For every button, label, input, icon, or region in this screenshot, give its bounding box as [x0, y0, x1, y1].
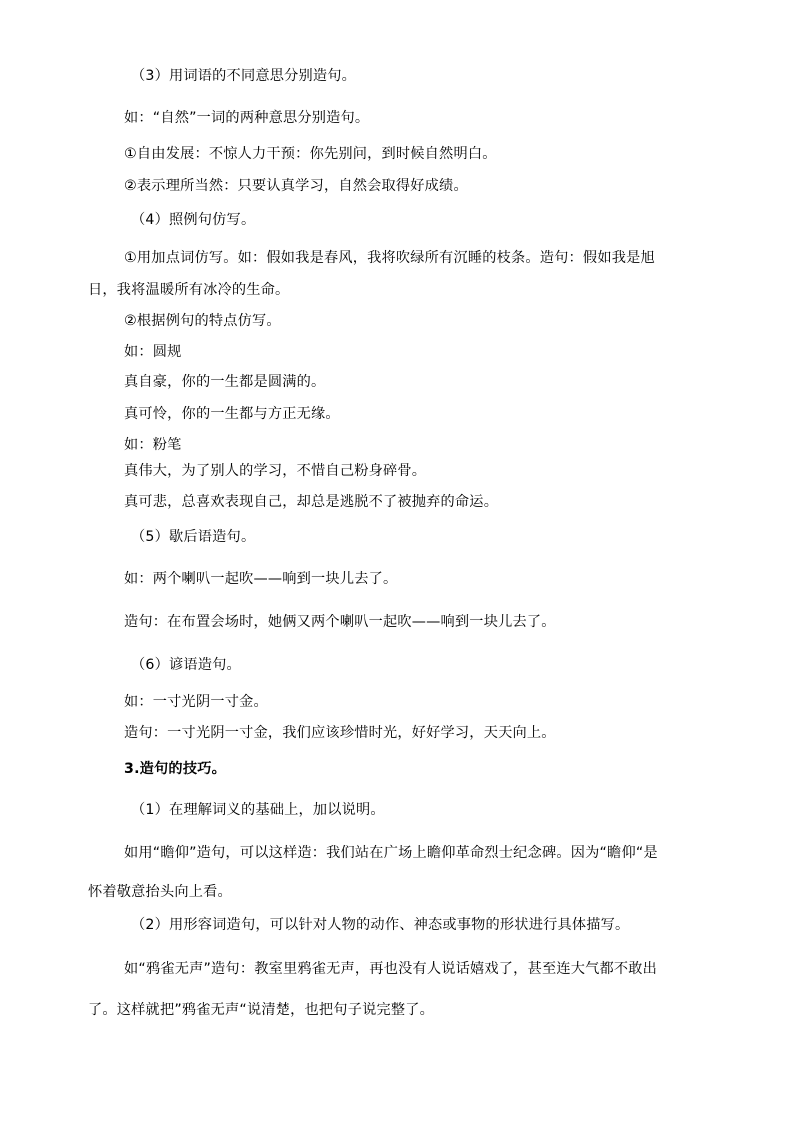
- section-heading-6: （6）谚语造句。: [131, 657, 241, 673]
- proverb-sentence: 造句：一寸光阴一寸金，我们应该珍惜时光，好好学习，天天向上。: [124, 725, 556, 741]
- section-heading-5: （5）歇后语造句。: [131, 529, 256, 545]
- chalk-sentence-1: 真伟大，为了别人的学习，不惜自己粉身碎骨。: [124, 463, 427, 479]
- technique-2-line-1: 如“鸦雀无声”造句：教室里鸦雀无声，再也没有人说话嬉戏了，甚至连大气都不敢出: [124, 961, 658, 977]
- technique-2-heading: （2）用形容词造句，可以针对人物的动作、神态或事物的形状进行具体描写。: [131, 917, 630, 933]
- technique-1-heading: （1）在理解词义的基础上，加以说明。: [131, 802, 385, 818]
- imitation-by-pattern: ②根据例句的特点仿写。: [124, 313, 281, 329]
- technique-2-line-2: 了。这样就把”鸦雀无声“说清楚，也把句子说完整了。: [88, 1002, 435, 1018]
- example-compass: 如：圆规: [124, 344, 182, 360]
- meaning-2: ②表示理所当然：只要认真学习，自然会取得好成绩。: [124, 178, 468, 194]
- technique-1-line-1: 如用“瞻仰”造句，可以这样造：我们站在广场上瞻仰革命烈士纪念碑。因为“瞻仰“是: [124, 845, 658, 861]
- meaning-1: ①自由发展：不惊人力干预：你先别问，到时候自然明白。: [124, 146, 497, 162]
- imitation-example-line-2: 日，我将温暖所有冰冷的生命。: [88, 282, 290, 298]
- imitation-example-line-1: ①用加点词仿写。如：假如我是春风，我将吹绿所有沉睡的枝条。造句：假如我是旭: [124, 250, 655, 266]
- chalk-sentence-2: 真可悲，总喜欢表现自己，却总是逃脱不了被抛弃的命运。: [124, 494, 499, 510]
- compass-sentence-1: 真自豪，你的一生都是圆满的。: [124, 374, 326, 390]
- technique-1-line-2: 怀着敬意抬头向上看。: [88, 884, 232, 900]
- compass-sentence-2: 真可怜，你的一生都与方正无缘。: [124, 406, 340, 422]
- example-chalk: 如：粉笔: [124, 437, 182, 453]
- section-heading-4: （4）照例句仿写。: [131, 212, 256, 228]
- techniques-heading: 3.造句的技巧。: [124, 761, 226, 777]
- xiehouyu-example: 如：两个喇叭一起吹——响到一块儿去了。: [124, 571, 398, 587]
- section-heading-3: （3）用词语的不同意思分别造句。: [131, 68, 357, 84]
- proverb-example: 如：一寸光阴一寸金。: [124, 694, 268, 710]
- xiehouyu-sentence: 造句：在布置会场时，她俩又两个喇叭一起吹——响到一块儿去了。: [124, 614, 556, 630]
- example-intro: 如：“自然”一词的两种意思分别造句。: [124, 110, 370, 126]
